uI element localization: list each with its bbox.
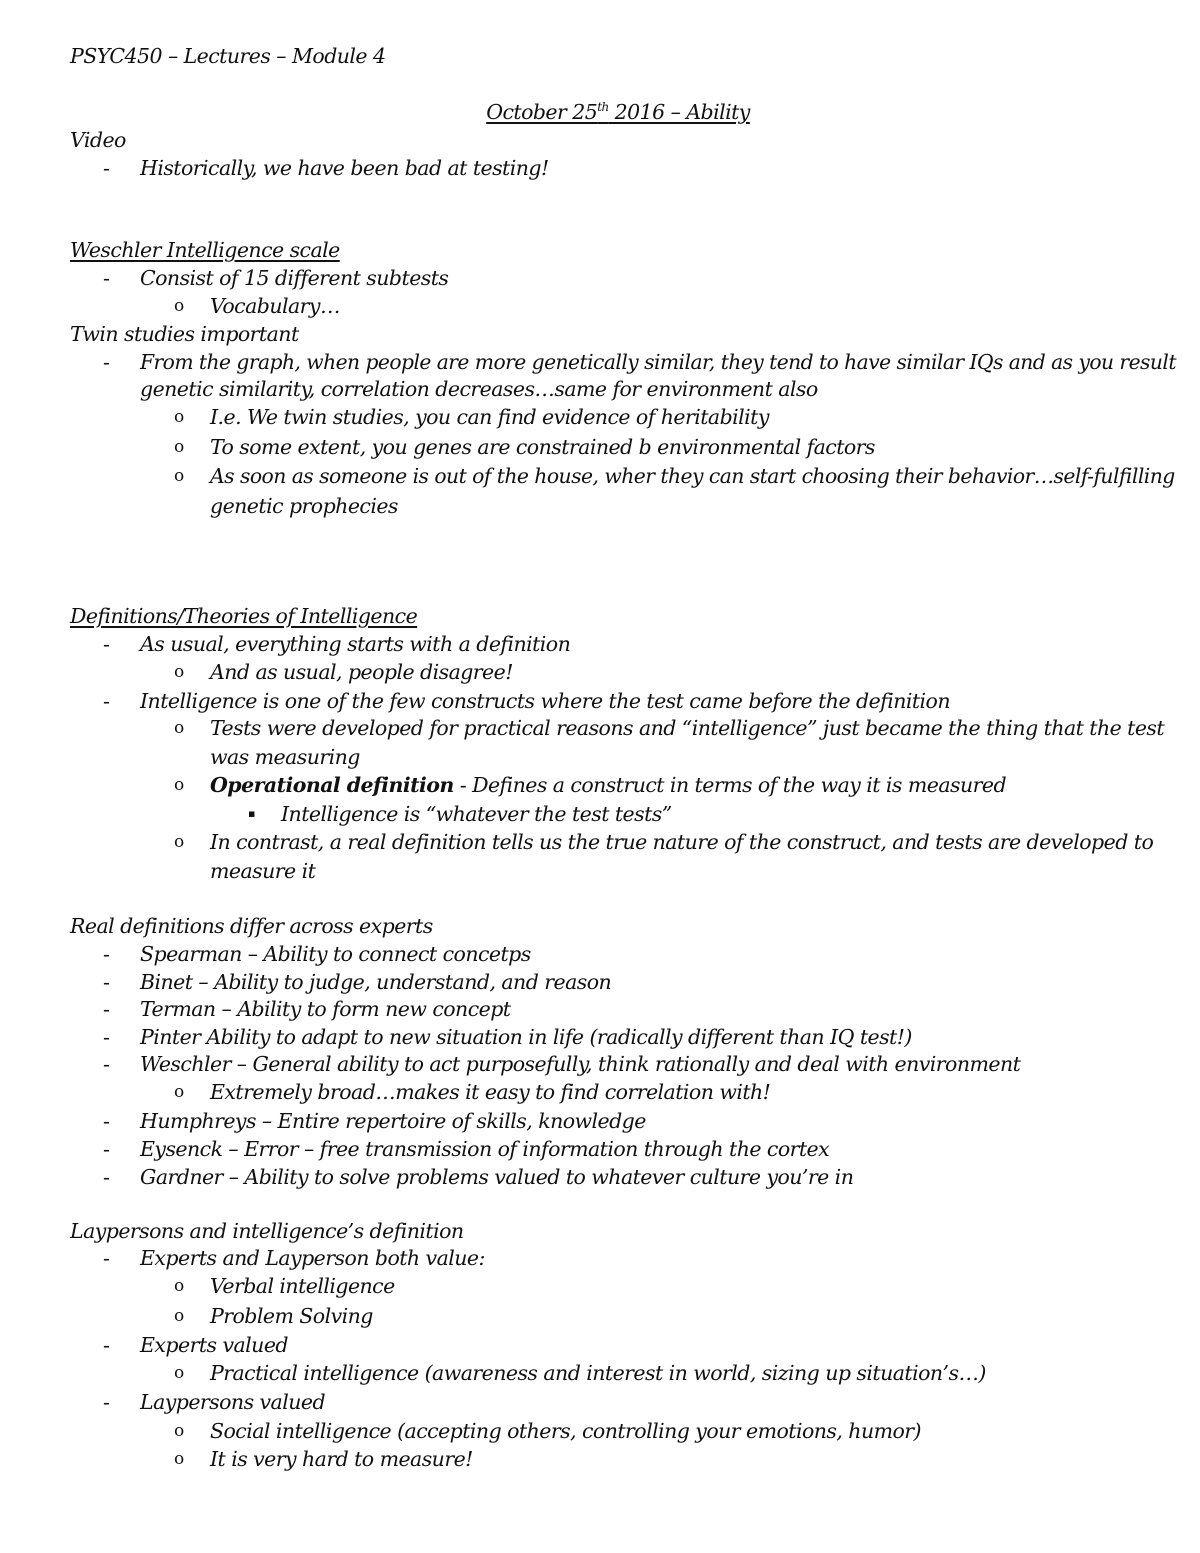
list-item: I.e. We twin studies, you can find evidence of heritability [210, 405, 769, 429]
date-title [0, 99, 1200, 125]
list-item: Terman – Ability to form new concept [140, 997, 511, 1021]
document-header: PSYC450 – Lectures – Module 4 [70, 44, 386, 68]
circle-bullet: o [174, 296, 184, 316]
list-item: To some extent, you genes are constrained b environmental factors [210, 435, 875, 459]
list-item: Laypersons valued [140, 1390, 326, 1414]
section-heading-laypersons: Laypersons and intelligence’s definition [70, 1219, 464, 1243]
list-item: Verbal intelligence [210, 1274, 395, 1298]
square-bullet: ▪ [248, 807, 255, 820]
date-title-suffix: 2016 – Ability [608, 100, 750, 124]
circle-bullet: o [174, 1276, 184, 1296]
list-item: Spearman – Ability to connect concetps [140, 942, 531, 966]
section-heading-real-definitions: Real definitions differ across experts [70, 914, 433, 938]
term-description: - Defines a construct in terms of the way it is measured [453, 773, 1007, 797]
list-item: In contrast, a real definition tells us the true nature of the construct, and tests are developed to [210, 830, 1154, 854]
circle-bullet: o [174, 466, 184, 486]
date-title-prefix: October 25 [486, 100, 598, 124]
list-item: Intelligence is “whatever the test tests” [281, 802, 672, 826]
circle-bullet: o [174, 832, 184, 852]
list-item: Gardner – Ability to solve problems valued to whatever culture you’re in [140, 1165, 854, 1189]
list-item: And as usual, people disagree! [210, 660, 513, 684]
dash-bullet: - [103, 1025, 110, 1049]
list-item: From the graph, when people are more genetically similar, they tend to have similar IQs and as you result [140, 350, 1176, 374]
date-title-sup: th [597, 100, 609, 115]
list-item: Pinter Ability to adapt to new situation in life (radically different than IQ test!) [140, 1025, 912, 1049]
circle-bullet: o [174, 1306, 184, 1326]
list-item: Weschler – General ability to act purposefully, think rationally and deal with environment [140, 1052, 1021, 1076]
dash-bullet: - [103, 156, 110, 180]
dash-bullet: - [103, 689, 110, 713]
dash-bullet: - [103, 1333, 110, 1357]
list-item: Intelligence is one of the few constructs where the test came before the definition [140, 689, 950, 713]
list-item-continuation: genetic similarity, correlation decreases…same for environment also [140, 377, 818, 401]
circle-bullet: o [174, 407, 184, 427]
list-item: Vocabulary… [210, 294, 340, 318]
section-heading-video: Video [70, 128, 126, 152]
dash-bullet: - [103, 997, 110, 1021]
list-item-continuation: was measuring [210, 745, 360, 769]
list-item: Extremely broad…makes it easy to find correlation with! [210, 1080, 771, 1104]
dash-bullet: - [103, 350, 110, 374]
circle-bullet: o [174, 1421, 184, 1441]
section-heading-definitions: Definitions/Theories of Intelligence [70, 604, 418, 628]
list-item [210, 772, 1006, 798]
list-item: As soon as someone is out of the house, wher they can start choosing their behavior…self-fulfilling [210, 464, 1175, 488]
list-item-continuation: genetic prophecies [210, 494, 398, 518]
circle-bullet: o [174, 718, 184, 738]
list-item: Consist of 15 different subtests [140, 266, 449, 290]
list-item: Social intelligence (accepting others, controlling your emotions, humor) [210, 1419, 921, 1443]
dash-bullet: - [103, 266, 110, 290]
list-item: Historically, we have been bad at testing! [140, 156, 549, 180]
dash-bullet: - [103, 1052, 110, 1076]
list-item-continuation: measure it [210, 859, 316, 883]
list-item: Problem Solving [210, 1304, 373, 1328]
circle-bullet: o [174, 1449, 184, 1469]
list-item: Experts valued [140, 1333, 288, 1357]
section-heading-twin: Twin studies important [70, 322, 299, 346]
circle-bullet: o [174, 437, 184, 457]
list-item: Eysenck – Error – free transmission of information through the cortex [140, 1137, 830, 1161]
dash-bullet: - [103, 942, 110, 966]
term-operational-definition: Operational definition [210, 773, 454, 797]
list-item: As usual, everything starts with a definition [140, 632, 571, 656]
dash-bullet: - [103, 632, 110, 656]
circle-bullet: o [174, 662, 184, 682]
dash-bullet: - [103, 1246, 110, 1270]
list-item: Binet – Ability to judge, understand, and reason [140, 970, 612, 994]
dash-bullet: - [103, 1390, 110, 1414]
dash-bullet: - [103, 1165, 110, 1189]
section-heading-weschler: Weschler Intelligence scale [70, 238, 340, 262]
list-item: Experts and Layperson both value: [140, 1246, 485, 1270]
list-item: Tests were developed for practical reasons and “intelligence” just became the thing that the test [210, 716, 1165, 740]
list-item: Humphreys – Entire repertoire of skills, knowledge [140, 1109, 646, 1133]
dash-bullet: - [103, 1137, 110, 1161]
circle-bullet: o [174, 1363, 184, 1383]
circle-bullet: o [174, 1082, 184, 1102]
dash-bullet: - [103, 1109, 110, 1133]
list-item: It is very hard to measure! [210, 1447, 473, 1471]
circle-bullet: o [174, 775, 184, 795]
dash-bullet: - [103, 970, 110, 994]
list-item: Practical intelligence (awareness and interest in world, sizing up situation’s…) [210, 1361, 986, 1385]
